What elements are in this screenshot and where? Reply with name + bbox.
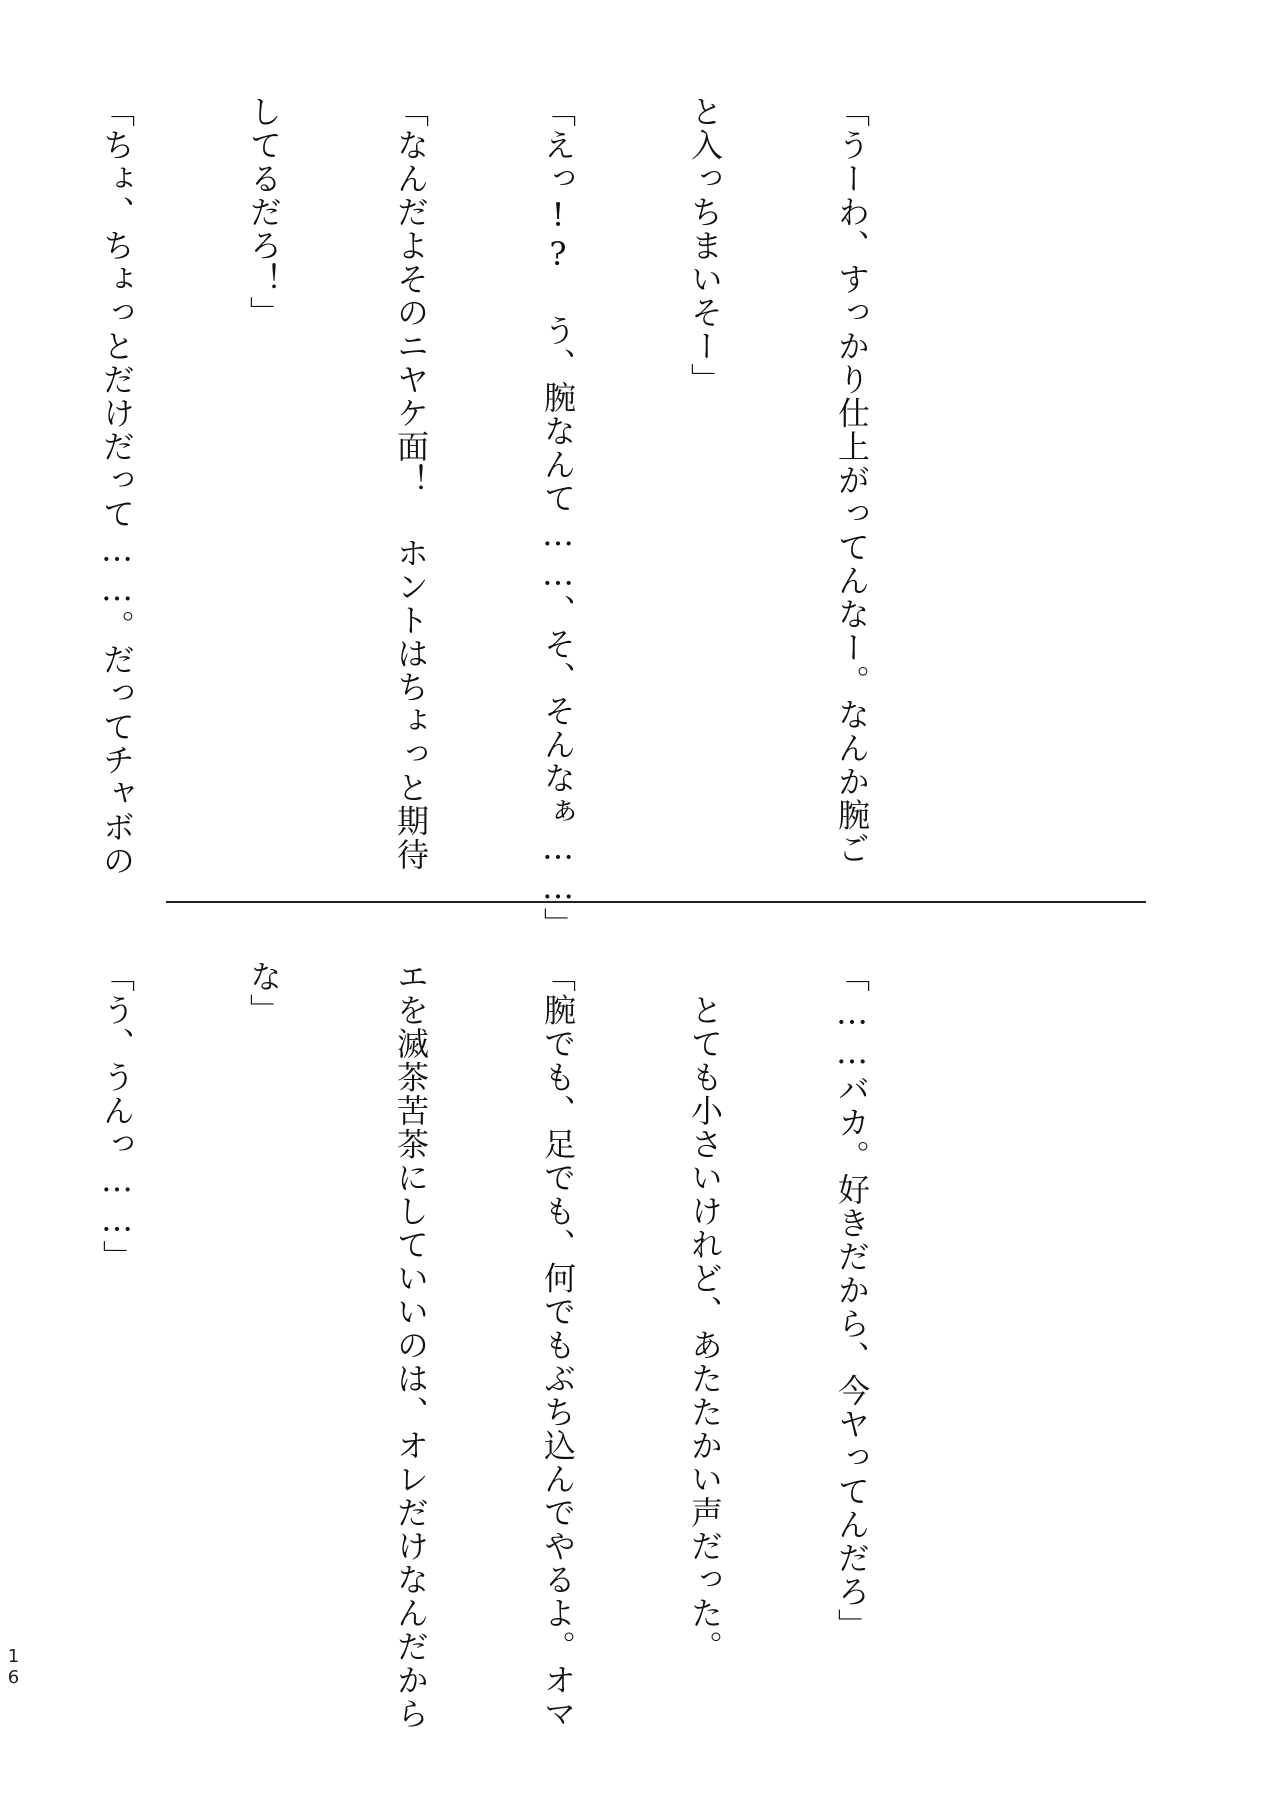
top-text-block xyxy=(98,95,974,941)
text-line: 「うーわ、すっかり仕上がってんなー。なんか腕ご xyxy=(833,95,871,866)
text-line: 「腕でも、足でも、何でもぶち込んでやるよ。オマ xyxy=(539,960,577,1731)
text-line: エを滅茶苦茶にしていいのは、オレだけなんだから xyxy=(392,960,430,1731)
text-line: 「……バカ。好きだから、今ヤってんだろ」 xyxy=(833,960,871,1642)
text-line: 「なんだよそのニヤケ面！ ホントはちょっと期待 xyxy=(392,95,430,872)
text-line: してるだろ！」 xyxy=(245,95,283,330)
text-line: な」 xyxy=(245,960,283,1027)
text-line: と入っちまいそー」 xyxy=(686,95,724,397)
page-number: 16 xyxy=(3,1646,24,1688)
text-line: 「う、うんっ……」 xyxy=(98,960,136,1274)
text-line: 「えっ!? う、腕なんて……、そ、そんなぁ……」 xyxy=(539,95,577,941)
bottom-text-block xyxy=(98,960,974,1750)
text-line: とても小さいけれど、あたたかい声だった。 xyxy=(686,960,724,1664)
text-line: 「ちょ、ちょっとだけだって……。だってチャボの xyxy=(98,95,136,878)
section-divider xyxy=(166,901,1146,903)
